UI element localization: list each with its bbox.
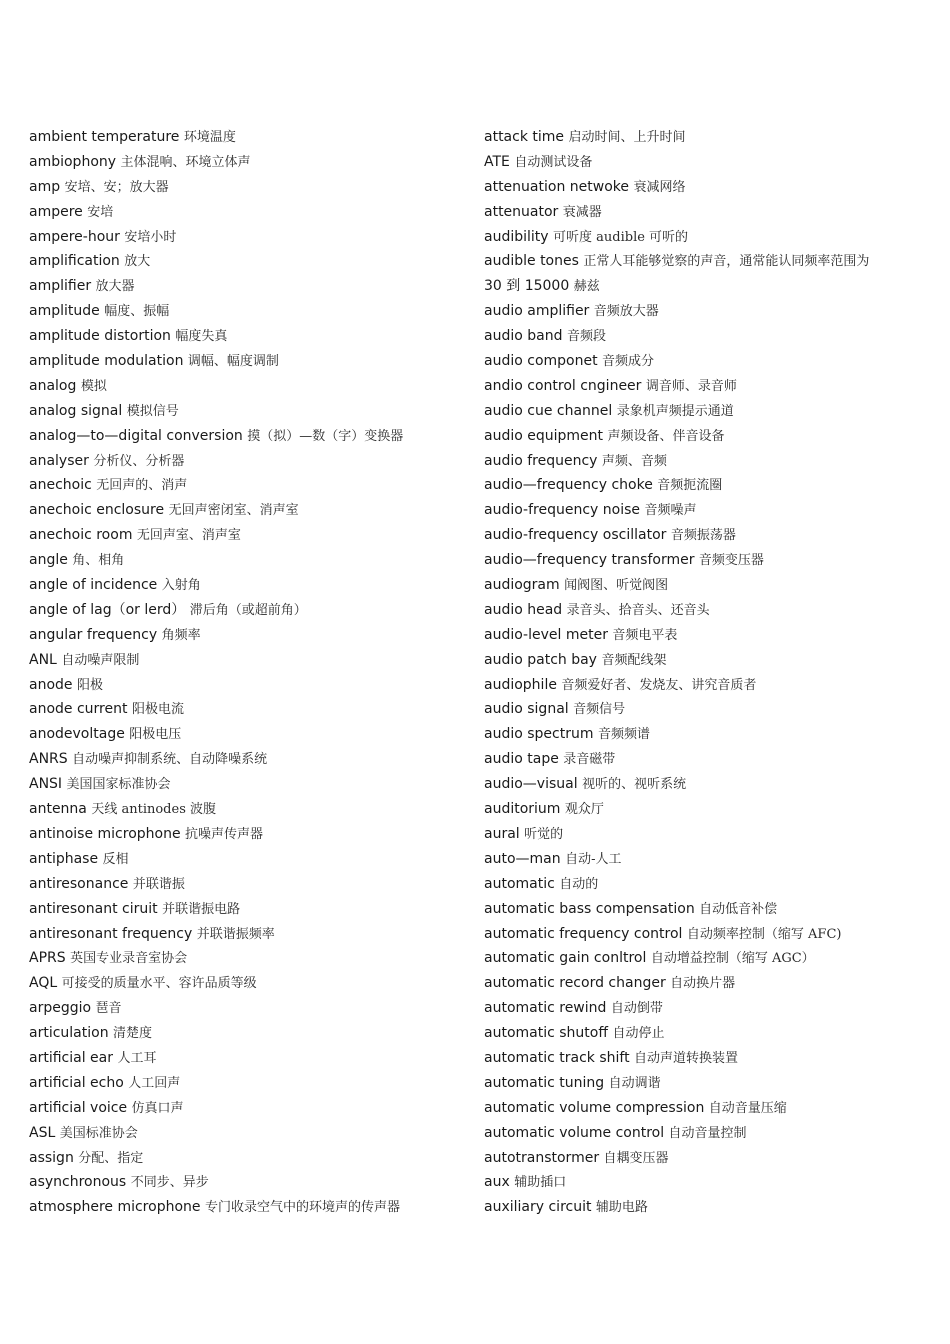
glossary-term: ATE bbox=[484, 153, 510, 170]
glossary-translation: 音频段 bbox=[566, 329, 606, 345]
glossary-entry bbox=[484, 374, 924, 399]
glossary-translation: 自动增益控制（缩写 AGC） bbox=[650, 951, 815, 967]
glossary-translation: 幅度、振幅 bbox=[104, 304, 170, 320]
glossary-translation: 模拟信号 bbox=[126, 403, 179, 419]
glossary-entry bbox=[484, 150, 924, 175]
glossary-term: amplification bbox=[29, 253, 120, 270]
glossary-term: audio signal bbox=[484, 701, 569, 718]
glossary-translation: 主体混响、环境立体声 bbox=[120, 154, 251, 170]
glossary-entry bbox=[29, 648, 469, 673]
glossary-translation: 安培、安；放大器 bbox=[64, 179, 169, 195]
glossary-entry bbox=[484, 424, 924, 449]
glossary-entry bbox=[29, 573, 469, 598]
glossary-term: ampere-hour bbox=[29, 228, 120, 245]
glossary-translation: 摸（拟）—数（字）变换器 bbox=[247, 428, 404, 444]
glossary-term: ASL bbox=[29, 1124, 56, 1141]
glossary-right-column bbox=[484, 125, 924, 1220]
glossary-entry bbox=[29, 922, 469, 947]
glossary-term: asynchronous bbox=[29, 1174, 127, 1191]
glossary-translation: 音频频谱 bbox=[597, 727, 650, 743]
glossary-translation: 启动时间、上升时间 bbox=[568, 130, 686, 145]
glossary-entry bbox=[29, 473, 469, 498]
glossary-translation: 滞后角（或超前角） bbox=[189, 602, 307, 618]
glossary-translation: 自动调谐 bbox=[608, 1075, 661, 1091]
glossary-term: attenuation netwoke bbox=[484, 178, 629, 195]
glossary-entry bbox=[29, 548, 469, 573]
glossary-translation: 可听度 audible 可听的 bbox=[553, 229, 689, 245]
glossary-translation: 不同步、异步 bbox=[130, 1175, 209, 1191]
glossary-term: automatic shutoff bbox=[484, 1025, 608, 1042]
glossary-translation: 录音磁带 bbox=[563, 752, 616, 768]
glossary-entry bbox=[29, 324, 469, 349]
glossary-entry bbox=[29, 1121, 469, 1146]
glossary-term: analog signal bbox=[29, 402, 123, 419]
glossary-term: anechoic enclosure bbox=[29, 502, 165, 519]
glossary-translation: 听觉的 bbox=[524, 826, 564, 842]
glossary-entry bbox=[29, 847, 469, 872]
glossary-term: anode current bbox=[29, 701, 128, 718]
glossary-translation: 辅助插口 bbox=[514, 1175, 567, 1191]
glossary-entry bbox=[484, 1146, 924, 1171]
glossary-translation: 安培 bbox=[87, 204, 114, 220]
glossary-translation: 赫兹 bbox=[573, 279, 600, 295]
glossary-term: amplitude distortion bbox=[29, 328, 171, 345]
glossary-entry bbox=[484, 349, 924, 374]
glossary-entry bbox=[484, 648, 924, 673]
glossary-term: auto—man bbox=[484, 850, 561, 867]
glossary-term: artificial voice bbox=[29, 1099, 128, 1116]
glossary-translation: 阳极电流 bbox=[131, 702, 184, 718]
glossary-translation: 环境温度 bbox=[183, 130, 236, 145]
glossary-term: automatic volume control bbox=[484, 1124, 665, 1141]
glossary-entry bbox=[29, 1096, 469, 1121]
glossary-translation: 正常人耳能够觉察的声音，通常能认同频率范围为 bbox=[583, 254, 870, 270]
glossary-entry bbox=[29, 125, 469, 150]
glossary-translation: 清楚度 bbox=[113, 1026, 153, 1042]
glossary-entry bbox=[29, 399, 469, 424]
glossary-translation: 声频、音频 bbox=[601, 453, 667, 469]
glossary-translation: 自动-人工 bbox=[565, 851, 622, 867]
glossary-translation: 录象机声频提示通道 bbox=[616, 403, 734, 419]
glossary-translation: 阳极电压 bbox=[129, 727, 182, 743]
glossary-term: aural bbox=[484, 825, 520, 842]
glossary-translation: 幅度失真 bbox=[175, 329, 228, 345]
glossary-translation: 辅助电路 bbox=[595, 1200, 648, 1216]
glossary-term: antiresonant frequency bbox=[29, 925, 193, 942]
glossary-term: ambiophony bbox=[29, 153, 117, 170]
glossary-translation: 音频扼流圈 bbox=[657, 478, 723, 494]
glossary-term: audio patch bay bbox=[484, 651, 597, 668]
glossary-translation: 音频变压器 bbox=[698, 553, 764, 569]
glossary-entry bbox=[484, 673, 924, 698]
glossary-term: audio-frequency oscillator bbox=[484, 527, 667, 544]
glossary-term: automatic gain conltrol bbox=[484, 950, 647, 967]
glossary-entry bbox=[29, 1071, 469, 1096]
glossary-term: andio control cngineer bbox=[484, 377, 642, 394]
glossary-term: analog—to—digital conversion bbox=[29, 427, 243, 444]
glossary-entry bbox=[484, 225, 924, 250]
glossary-term: audio equipment bbox=[484, 427, 604, 444]
glossary-term: audio—frequency choke bbox=[484, 477, 653, 494]
glossary-term: automatic bass compensation bbox=[484, 900, 695, 917]
glossary-entry bbox=[29, 1146, 469, 1171]
glossary-translation: 衰减网络 bbox=[633, 179, 686, 195]
glossary-translation: 衰减器 bbox=[562, 204, 602, 220]
glossary-entry bbox=[484, 498, 924, 523]
glossary-entry bbox=[484, 697, 924, 722]
glossary-entry bbox=[29, 623, 469, 648]
glossary-term: audio band bbox=[484, 328, 563, 345]
glossary-entry bbox=[484, 200, 924, 225]
glossary-term: ANRS bbox=[29, 751, 68, 768]
glossary-term: angle bbox=[29, 552, 68, 569]
glossary-translation: 自动测试设备 bbox=[514, 154, 593, 170]
glossary-translation: 调音师、录音师 bbox=[645, 378, 737, 394]
glossary-term: anechoic room bbox=[29, 527, 133, 544]
glossary-entry bbox=[29, 797, 469, 822]
glossary-translation: 并联谐振频率 bbox=[196, 926, 275, 942]
glossary-term: anodevoltage bbox=[29, 726, 125, 743]
glossary-translation: 自动换片器 bbox=[670, 976, 736, 992]
glossary-entry bbox=[29, 498, 469, 523]
glossary-term: attack time bbox=[484, 129, 565, 145]
glossary-translation: 人工耳 bbox=[117, 1050, 157, 1066]
glossary-term: audio amplifier bbox=[484, 303, 590, 320]
glossary-term: audibility bbox=[484, 228, 549, 245]
glossary-term: ambient temperature bbox=[29, 129, 180, 145]
glossary-translation: 英国专业录音室协会 bbox=[70, 951, 188, 967]
glossary-entry bbox=[29, 1170, 469, 1195]
glossary-translation: 自动频率控制（缩写 AFC) bbox=[686, 926, 842, 942]
glossary-term: auditorium bbox=[484, 801, 561, 818]
glossary-entry bbox=[484, 996, 924, 1021]
glossary-translation: 并联谐振电路 bbox=[162, 901, 241, 917]
glossary-entry bbox=[484, 573, 924, 598]
glossary-entry bbox=[29, 299, 469, 324]
glossary-entry bbox=[29, 971, 469, 996]
glossary-entry bbox=[29, 274, 469, 299]
glossary-term: antinoise microphone bbox=[29, 825, 181, 842]
glossary-term: automatic track shift bbox=[484, 1049, 630, 1066]
glossary-entry bbox=[29, 150, 469, 175]
glossary-translation: 自动噪声抑制系统、自动降噪系统 bbox=[72, 752, 268, 768]
glossary-entry bbox=[484, 1195, 924, 1220]
glossary-entry bbox=[484, 822, 924, 847]
glossary-term: audio-level meter bbox=[484, 626, 608, 643]
glossary-entry bbox=[484, 548, 924, 573]
glossary-entry bbox=[484, 324, 924, 349]
glossary-left-column bbox=[29, 125, 469, 1220]
glossary-entry bbox=[29, 996, 469, 1021]
glossary-entry bbox=[29, 175, 469, 200]
glossary-translation: 安培小时 bbox=[124, 229, 177, 245]
glossary-entry bbox=[484, 1170, 924, 1195]
glossary-entry bbox=[484, 125, 924, 150]
glossary-term: anode bbox=[29, 676, 73, 693]
glossary-term: amplitude bbox=[29, 303, 100, 320]
glossary-translation: 音频成分 bbox=[602, 354, 655, 370]
glossary-translation: 音频爱好者、发烧友、讲究音质者 bbox=[561, 677, 757, 693]
glossary-translation: 入射角 bbox=[161, 578, 201, 594]
glossary-translation: 自耦变压器 bbox=[603, 1150, 669, 1166]
glossary-translation: 音频振荡器 bbox=[670, 528, 736, 544]
glossary-term: amplifier bbox=[29, 278, 92, 295]
glossary-term: articulation bbox=[29, 1025, 109, 1042]
glossary-entry bbox=[484, 922, 924, 947]
glossary-translation: 视听的、视听系统 bbox=[582, 777, 687, 793]
glossary-translation: 天线 antinodes 波腹 bbox=[91, 802, 216, 818]
glossary-term: audiophile bbox=[484, 676, 557, 693]
glossary-translation: 分配、指定 bbox=[78, 1150, 144, 1166]
glossary-entry bbox=[29, 822, 469, 847]
glossary-translation: 音频放大器 bbox=[593, 304, 659, 320]
glossary-term: analyser bbox=[29, 452, 89, 469]
glossary-term: automatic volume compression bbox=[484, 1099, 705, 1116]
glossary-entry bbox=[484, 1021, 924, 1046]
glossary-translation: 闻阀图、听觉阀图 bbox=[564, 578, 669, 594]
glossary-translation: 放大 bbox=[124, 254, 151, 270]
glossary-term: 30 到 15000 bbox=[484, 278, 570, 295]
glossary-term: automatic rewind bbox=[484, 1000, 607, 1017]
glossary-translation: 无回声的、消声 bbox=[96, 478, 188, 494]
glossary-translation: 音频配线架 bbox=[601, 652, 667, 668]
glossary-term: audio-frequency noise bbox=[484, 502, 641, 519]
glossary-entry bbox=[29, 349, 469, 374]
glossary-entry bbox=[484, 175, 924, 200]
glossary-translation: 自动低音补偿 bbox=[699, 901, 778, 917]
glossary-entry bbox=[484, 598, 924, 623]
glossary-entry bbox=[29, 673, 469, 698]
glossary-term: antenna bbox=[29, 801, 87, 818]
glossary-translation: 放大器 bbox=[95, 279, 135, 295]
glossary-translation: 美国标准协会 bbox=[59, 1125, 138, 1141]
glossary-entry bbox=[484, 797, 924, 822]
glossary-term: angular frequency bbox=[29, 626, 158, 643]
glossary-entry bbox=[29, 772, 469, 797]
glossary-entry bbox=[484, 946, 924, 971]
glossary-term: antiphase bbox=[29, 850, 99, 867]
glossary-entry bbox=[29, 598, 469, 623]
glossary-term: antiresonant ciruit bbox=[29, 900, 158, 917]
glossary-entry bbox=[29, 424, 469, 449]
glossary-entry bbox=[484, 1046, 924, 1071]
glossary-translation: 自动音量压缩 bbox=[708, 1100, 787, 1116]
glossary-term: aux bbox=[484, 1174, 510, 1191]
glossary-entry bbox=[484, 772, 924, 797]
glossary-entry bbox=[484, 299, 924, 324]
glossary-translation: 观众厅 bbox=[564, 802, 604, 818]
glossary-translation: 自动声道转换装置 bbox=[634, 1050, 739, 1066]
glossary-term: ampere bbox=[29, 203, 83, 220]
glossary-translation: 角频率 bbox=[161, 627, 201, 643]
glossary-term: audio tape bbox=[484, 751, 559, 768]
glossary-term: automatic record changer bbox=[484, 975, 666, 992]
glossary-entry bbox=[484, 399, 924, 424]
glossary-term: audible tones bbox=[484, 253, 579, 270]
glossary-term: audio frequency bbox=[484, 452, 598, 469]
glossary-translation: 无回声室、消声室 bbox=[136, 528, 241, 544]
glossary-entry bbox=[484, 747, 924, 772]
glossary-entry bbox=[29, 697, 469, 722]
glossary-term: analog bbox=[29, 377, 77, 394]
glossary-term: attenuator bbox=[484, 203, 559, 220]
glossary-entry bbox=[484, 971, 924, 996]
glossary-entry bbox=[484, 1071, 924, 1096]
glossary-translation: 仿真口声 bbox=[131, 1100, 184, 1116]
glossary-translation: 声频设备、伴音设备 bbox=[607, 428, 725, 444]
glossary-translation: 模拟 bbox=[80, 378, 107, 394]
glossary-term: amp bbox=[29, 178, 61, 195]
glossary-entry bbox=[484, 722, 924, 747]
glossary-translation: 自动停止 bbox=[612, 1026, 665, 1042]
glossary-term: automatic tuning bbox=[484, 1074, 605, 1091]
glossary-translation: 阳极 bbox=[76, 677, 103, 693]
glossary-translation: 美国国家标准协会 bbox=[66, 777, 171, 793]
glossary-entry bbox=[484, 1121, 924, 1146]
glossary-entry bbox=[29, 1021, 469, 1046]
glossary-translation: 琶音 bbox=[95, 1001, 122, 1017]
glossary-translation: 音频电平表 bbox=[612, 627, 678, 643]
glossary-term: assign bbox=[29, 1149, 74, 1166]
glossary-entry bbox=[29, 1195, 469, 1220]
glossary-entry bbox=[29, 897, 469, 922]
glossary-term: atmosphere microphone bbox=[29, 1199, 201, 1216]
glossary-translation: 音频信号 bbox=[573, 702, 626, 718]
glossary-entry bbox=[484, 249, 924, 274]
glossary-term: angle of lag（or lerd） bbox=[29, 601, 186, 618]
glossary-translation: 并联谐振 bbox=[132, 876, 185, 892]
glossary-term: antiresonance bbox=[29, 875, 129, 892]
glossary-translation: 调幅、幅度调制 bbox=[187, 354, 279, 370]
glossary-entry bbox=[29, 449, 469, 474]
glossary-term: ANL bbox=[29, 651, 57, 668]
glossary-term: angle of incidence bbox=[29, 577, 158, 594]
glossary-translation: 抗噪声传声器 bbox=[185, 826, 264, 842]
glossary-entry bbox=[484, 897, 924, 922]
glossary-term: ANSI bbox=[29, 776, 63, 793]
glossary-term: arpeggio bbox=[29, 1000, 92, 1017]
glossary-entry bbox=[29, 249, 469, 274]
glossary-translation: 自动噪声限制 bbox=[61, 652, 140, 668]
glossary-term: anechoic bbox=[29, 477, 92, 494]
glossary-term: audio—visual bbox=[484, 776, 578, 793]
glossary-translation: 可接受的质量水平、容许品质等级 bbox=[61, 976, 257, 992]
glossary-term: automatic bbox=[484, 875, 555, 892]
glossary-term: audio spectrum bbox=[484, 726, 594, 743]
glossary-entry bbox=[29, 872, 469, 897]
glossary-translation: 自动倒带 bbox=[610, 1001, 663, 1017]
glossary-term: autotranstormer bbox=[484, 1149, 600, 1166]
glossary-entry bbox=[484, 274, 924, 299]
glossary-entry bbox=[484, 473, 924, 498]
glossary-term: audiogram bbox=[484, 577, 560, 594]
glossary-entry bbox=[484, 623, 924, 648]
glossary-entry bbox=[29, 200, 469, 225]
glossary-entry bbox=[29, 225, 469, 250]
glossary-term: auxiliary circuit bbox=[484, 1199, 592, 1216]
glossary-term: audio head bbox=[484, 601, 563, 618]
glossary-term: AQL bbox=[29, 975, 58, 992]
glossary-translation: 角、相角 bbox=[72, 553, 125, 569]
glossary-translation: 分析仪、分析器 bbox=[93, 453, 185, 469]
glossary-term: artificial ear bbox=[29, 1049, 113, 1066]
glossary-entry bbox=[29, 747, 469, 772]
glossary-entry bbox=[484, 523, 924, 548]
glossary-entry bbox=[484, 1096, 924, 1121]
glossary-translation: 音频噪声 bbox=[644, 503, 697, 519]
glossary-term: artificial echo bbox=[29, 1074, 124, 1091]
glossary-term: audio cue channel bbox=[484, 402, 613, 419]
glossary-term: audio componet bbox=[484, 353, 598, 370]
glossary-entry bbox=[29, 1046, 469, 1071]
glossary-translation: 自动的 bbox=[559, 876, 599, 892]
glossary-translation: 无回声密闭室、消声室 bbox=[168, 503, 299, 519]
glossary-entry bbox=[29, 722, 469, 747]
glossary-translation: 人工回声 bbox=[128, 1075, 181, 1091]
glossary-entry bbox=[484, 449, 924, 474]
glossary-translation: 专门收录空气中的环境声的传声器 bbox=[204, 1200, 400, 1216]
glossary-entry bbox=[484, 872, 924, 897]
glossary-entry bbox=[29, 523, 469, 548]
glossary-entry bbox=[29, 374, 469, 399]
glossary-term: automatic frequency control bbox=[484, 925, 683, 942]
glossary-translation: 自动音量控制 bbox=[668, 1125, 747, 1141]
glossary-translation: 反相 bbox=[102, 851, 129, 867]
glossary-term: audio—frequency transformer bbox=[484, 552, 695, 569]
glossary-entry bbox=[29, 946, 469, 971]
glossary-term: amplitude modulation bbox=[29, 353, 184, 370]
glossary-translation: 录音头、拾音头、还音头 bbox=[566, 602, 710, 618]
glossary-entry bbox=[484, 847, 924, 872]
glossary-term: APRS bbox=[29, 950, 66, 967]
